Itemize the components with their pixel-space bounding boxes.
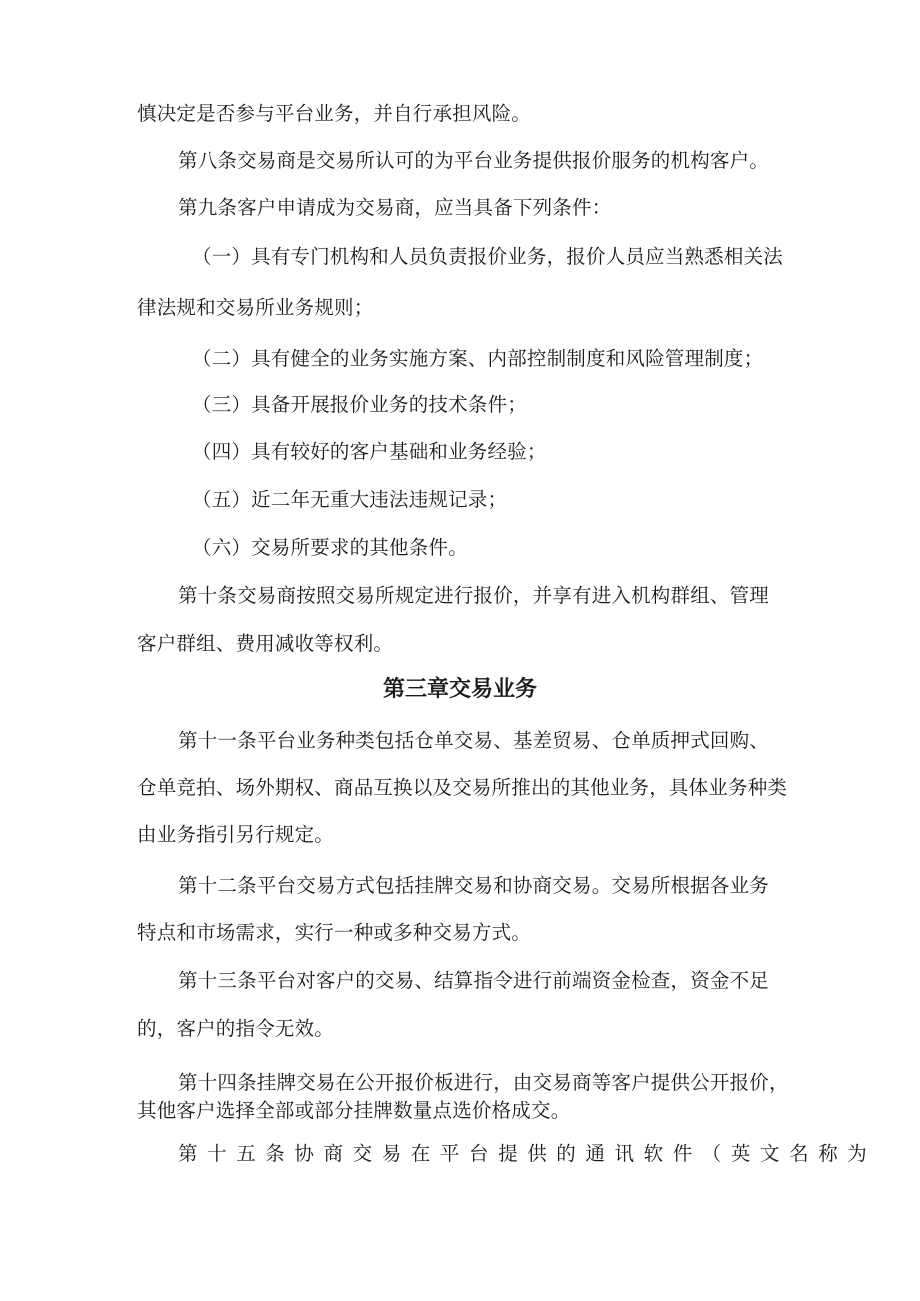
- article-15-line: 第十五条协商交易在平台提供的通讯软件（英文名称为: [178, 1142, 877, 1165]
- condition-3-line: （三）具备开展报价业务的技术条件；: [192, 393, 527, 416]
- article-10-continued-line: 客户群组、费用减收等权利。: [137, 632, 394, 655]
- article-13-line: 第十三条平台对客户的交易、结算指令进行前端资金检查，资金不足: [178, 969, 770, 992]
- article-10-line: 第十条交易商按照交易所规定进行报价，并享有进入机构群组、管理: [178, 584, 770, 607]
- condition-4-line: （四）具有较好的客户基础和业务经验；: [192, 440, 547, 463]
- article-12-continued-line: 特点和市场需求，实行一种或多种交易方式。: [137, 921, 532, 944]
- condition-1-line: （一）具有专门机构和人员负责报价业务，报价人员应当熟悉相关法: [192, 245, 784, 268]
- chapter-heading: 第三章交易业务: [382, 677, 537, 702]
- article-14-continued-line: 其他客户选择全部或部分挂牌数量点选价格成交。: [137, 1099, 571, 1122]
- condition-5-line: （五）近二年无重大违法违规记录；: [192, 488, 508, 511]
- paragraph-line: 慎决定是否参与平台业务，并自行承担风险。: [137, 102, 532, 125]
- article-12-line: 第十二条平台交易方式包括挂牌交易和协商交易。交易所根据各业务: [178, 874, 770, 897]
- article-8-line: 第八条交易商是交易所认可的为平台业务提供报价服务的机构客户。: [178, 149, 770, 172]
- condition-6-line: （六）交易所要求的其他条件。: [192, 536, 468, 559]
- article-9-line: 第九条客户申请成为交易商，应当具备下列条件：: [178, 196, 612, 219]
- article-11-line: 第十一条平台业务种类包括仓单交易、基差贸易、仓单质押式回购、: [178, 729, 770, 752]
- condition-1-continued-line: 律法规和交易所业务规则；: [137, 296, 374, 319]
- article-13-continued-line: 的，客户的指令无效。: [137, 1017, 335, 1040]
- article-11-continued-line-2: 由业务指引另行规定。: [137, 823, 335, 846]
- condition-2-line: （二）具有健全的业务实施方案、内部控制制度和风险管理制度；: [192, 347, 764, 370]
- article-14-line: 第十四条挂牌交易在公开报价板进行，由交易商等客户提供公开报价，: [178, 1071, 789, 1094]
- article-11-continued-line: 仓单竞拍、场外期权、商品互换以及交易所推出的其他业务，具体业务种类: [137, 776, 788, 799]
